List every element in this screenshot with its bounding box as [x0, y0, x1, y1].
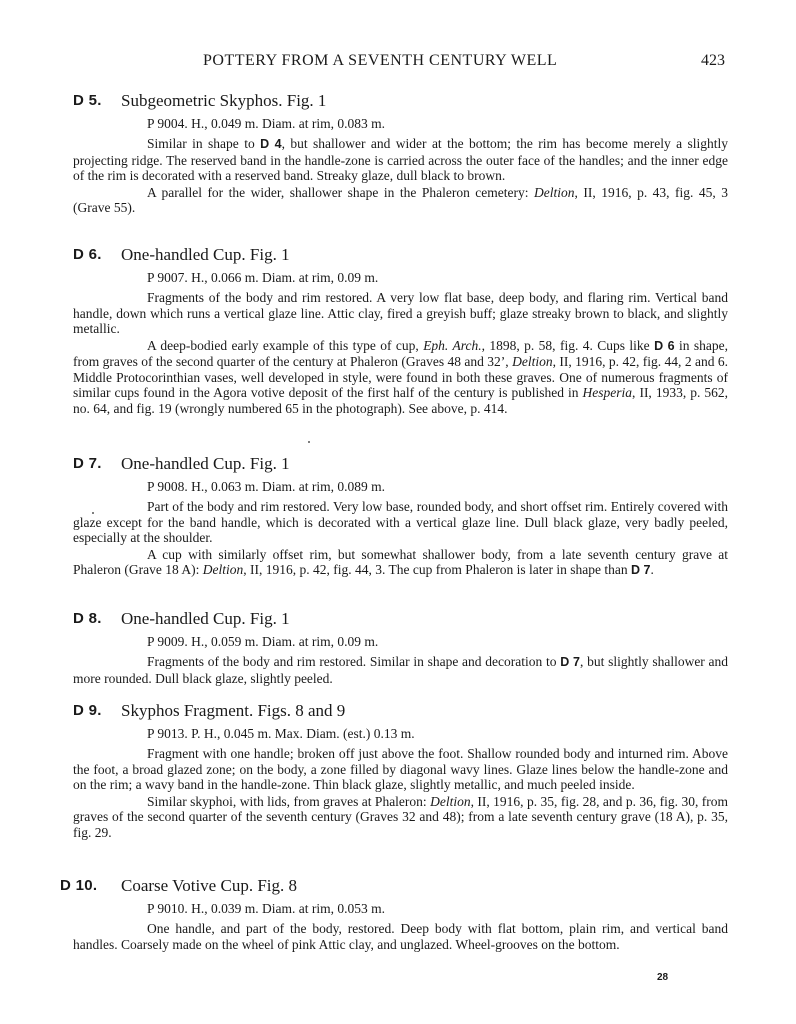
entry-heading — [73, 701, 728, 723]
entry-description: Part of the body and rim restored. Very low base, rounded body, and short offset rim. Entirely covered with glaze except for the band handle, which is decorated with a vertical glaze line. Dull black glaze, very badly peeled, especially at the shoulder. — [73, 499, 728, 545]
entry-title: Subgeometric Skyphos. Fig. 1 — [121, 91, 327, 110]
entry-measurements: P 9009. H., 0.059 m. Diam. at rim, 0.09 m. — [147, 634, 379, 649]
entry-description: Similar in shape to D 4, but shallower and wider at the bottom; the rim has become merely a slightly projecting ridge. The reserved band in the handle-zone is carried across the outer face of the handles; and the inner edge of the rim is decorated with a reserved band. Streaky glaze, dull black to brown. — [73, 136, 728, 183]
entry-comparanda: A cup with similarly offset rim, but somewhat shallower body, from a late seventh century grave at Phaleron (Grave 18 A): Deltion, II, 1916, p. 42, fig. 44, 3. The cup from Phaleron is later in shape than D 7. — [73, 546, 728, 577]
entry-measurements: P 9007. H., 0.066 m. Diam. at rim, 0.09 m. — [147, 270, 379, 285]
catalog-number: D 5. — [73, 92, 102, 109]
catalog-entry-d8 — [73, 609, 728, 687]
catalog-entry-d9 — [73, 701, 728, 841]
entry-measurements: P 9008. H., 0.063 m. Diam. at rim, 0.089 m. — [147, 479, 385, 494]
entry-title: Coarse Votive Cup. Fig. 8 — [121, 876, 297, 895]
catalog-entry-d5 — [73, 91, 728, 217]
entry-comparanda: A deep-bodied early example of this type of cup, Eph. Arch., 1898, p. 58, fig. 4. Cups like D 6 in shape, from graves of the second quarter of the century at Phaleron (Graves 48 and 32’, Deltion, II, 1916, p. 42, fig. 44, 2 and 6. Middle Protocorinthian vases, well developed in style, were found in both these graves. One of numerous fragments of similar cups found in the Agora votive deposit of the first half of the century is published in Hesperia, II, 1933, p. 562, no. 64, and fig. 19 (wrongly numbered 65 in the photograph). See above, p. 414. — [73, 337, 729, 416]
entry-description: Fragment with one handle; broken off just above the foot. Shallow rounded body and inturned rim. Above the foot, a broad glazed zone; on the body, a zone filled by diagonal wavy lines. Glaze lines below the handle-zone and on the rim; a wavy band in the handle-zone. Thin black glaze, slightly metallic, and much peeled inside. — [73, 746, 728, 792]
cross-reference: D 7 — [560, 655, 581, 669]
catalog-number: D 8. — [73, 610, 102, 627]
entry-measurements: P 9013. P. H., 0.045 m. Max. Diam. (est.) 0.13 m. — [147, 726, 415, 741]
cross-reference: D 4 — [260, 137, 282, 151]
entry-description: Fragments of the body and rim restored. A very low flat base, deep body, and flaring rim. Vertical band handle, down which runs a vertical glaze line. Attic clay, fired a greyish buff; glaze streaky brown to black, and slightly metallic. — [73, 290, 728, 336]
entry-description: Fragments of the body and rim restored. Similar in shape and decoration to D 7, but slightly shallower and more rounded. Dull black glaze, slightly peeled. — [73, 654, 729, 686]
entry-heading — [73, 245, 728, 267]
entry-title: One-handled Cup. Fig. 1 — [121, 609, 290, 628]
catalog-entry-d7 — [73, 454, 728, 580]
printer-signature-mark: 28 — [657, 972, 669, 983]
catalog-number: D 7. — [73, 455, 102, 472]
entry-measurements: P 9010. H., 0.039 m. Diam. at rim, 0.053 m. — [147, 901, 385, 916]
entry-title: One-handled Cup. Fig. 1 — [121, 454, 290, 473]
catalog-entry-d6 — [73, 245, 728, 417]
entry-heading — [60, 876, 728, 898]
entry-heading — [73, 609, 728, 631]
entry-title: One-handled Cup. Fig. 1 — [121, 245, 290, 264]
entry-description: One handle, and part of the body, restored. Deep body with flat bottom, plain rim, and vertical band handles. Coarsely made on the wheel of pink Attic clay, and unglazed. Wheel-grooves on the bottom. — [73, 921, 728, 952]
catalog-number: D 10. — [60, 877, 98, 894]
entry-heading — [73, 454, 728, 476]
entry-measurements: P 9004. H., 0.049 m. Diam. at rim, 0.083 m. — [147, 116, 385, 131]
catalog-entry-d10 — [60, 876, 728, 953]
catalog-number: D 6. — [73, 246, 102, 263]
entry-comparanda: Similar skyphoi, with lids, from graves at Phaleron: Deltion, II, 1916, p. 35, fig. 28, and p. 36, fig. 30, from graves of the second quarter of the seventh century (Graves 32 and 48); from a late seventh century grave (18 A), p. 35, fig. 29. — [73, 793, 728, 840]
entry-title: Skyphos Fragment. Figs. 8 and 9 — [121, 701, 346, 720]
running-head: POTTERY FROM A SEVENTH CENTURY WELL — [203, 52, 558, 69]
entry-comparanda: A parallel for the wider, shallower shape in the Phaleron cemetery: Deltion, II, 1916, p. 43, fig. 45, 3 (Grave 55). — [73, 184, 729, 215]
cross-reference: D 7 — [631, 563, 651, 577]
entry-heading — [73, 91, 728, 113]
catalog-number: D 9. — [73, 702, 102, 719]
cross-reference: D 6 — [654, 338, 675, 353]
print-speck — [92, 512, 94, 514]
print-speck — [308, 441, 310, 443]
page-number: 423 — [701, 52, 725, 69]
